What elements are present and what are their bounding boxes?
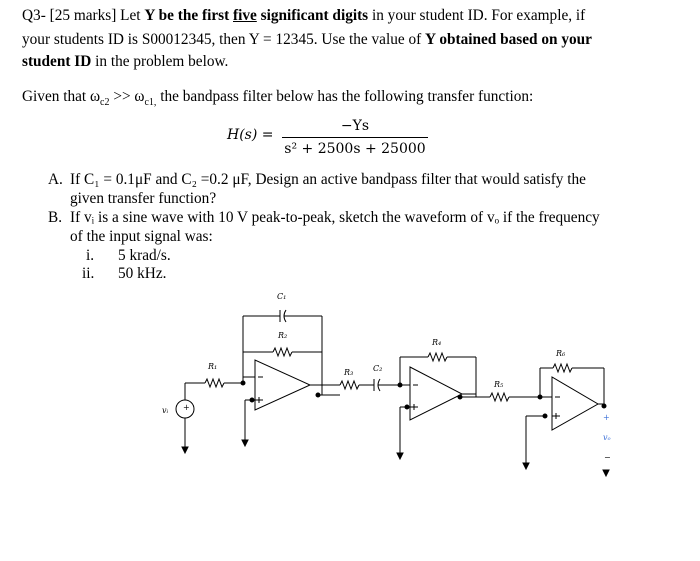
line1-rest: in your student ID. For example, if	[368, 7, 586, 24]
part-a-line2: given transfer function?	[70, 190, 217, 207]
sub-ii-text: 50 kHz.	[118, 265, 167, 282]
resistor-r3	[322, 381, 374, 389]
given-sub2: c1,	[144, 97, 157, 109]
equation-numerator: −Ys	[340, 118, 370, 134]
voltage-source-vi	[176, 383, 194, 453]
line2-bold: Y obtained based on your	[425, 31, 592, 48]
line3-bold: student ID	[22, 53, 92, 70]
source-plus-label: +	[183, 403, 190, 412]
equation-denominator: s² + 2500s + 25000	[284, 141, 426, 157]
given-a: Given that ω	[22, 88, 101, 105]
sub-ii-label: ii.	[82, 265, 95, 282]
resistor-r6	[540, 364, 604, 405]
resistor-r5	[490, 393, 540, 401]
op-amp-1	[242, 360, 340, 446]
given-b: >> ω	[109, 88, 145, 105]
resistor-r1	[185, 379, 243, 387]
sub-i-text: 5 krad/s.	[118, 247, 171, 264]
question-header: Q3- [25 marks] Let	[22, 7, 145, 24]
r2-label: R₂	[278, 331, 288, 340]
r6-label: R₆	[556, 349, 566, 358]
given-sub1: c2	[100, 97, 110, 109]
part-b-label: B.	[48, 209, 63, 226]
op-amp-3	[523, 377, 606, 469]
r4-label: R₄	[432, 338, 442, 347]
part-b-line2: of the input signal was:	[70, 228, 213, 245]
line2-text: your students ID is S00012345, then Y = 12345. Use the value of	[22, 31, 426, 48]
resistor-r4	[400, 353, 476, 397]
part-a-line1: If C₁ = 0.1μF and C₂ =0.2 μF, Design an active bandpass filter that would satisfy the	[70, 171, 586, 188]
output-terminal-vo	[603, 470, 609, 476]
capacitor-c2	[374, 379, 400, 391]
vo-label: vₒ	[603, 433, 611, 442]
part-b-line1: If vᵢ is a sine wave with 10 V peak-to-peak, sketch the waveform of vₒ if the frequency	[70, 209, 600, 226]
five-underlined: five	[233, 7, 257, 24]
sub-i-label: i.	[86, 247, 95, 264]
r1-label: R₁	[208, 362, 218, 371]
line3-rest: in the problem below.	[91, 53, 229, 70]
vo-plus: +	[603, 413, 610, 422]
significant-digits: significant digits	[256, 7, 369, 24]
c2-label: C₂	[373, 364, 383, 373]
part-a-label: A.	[48, 171, 63, 188]
c1-label: C₁	[277, 292, 287, 301]
r3-label: R₃	[344, 368, 354, 377]
vi-label: vᵢ	[162, 406, 169, 415]
y-definition: Y be the first	[144, 7, 233, 24]
r5-label: R₅	[494, 380, 504, 389]
given-c: the bandpass filter below has the following transfer function:	[156, 88, 534, 105]
vo-minus: −	[604, 453, 611, 462]
equation-lhs: H(s) =	[227, 127, 274, 143]
